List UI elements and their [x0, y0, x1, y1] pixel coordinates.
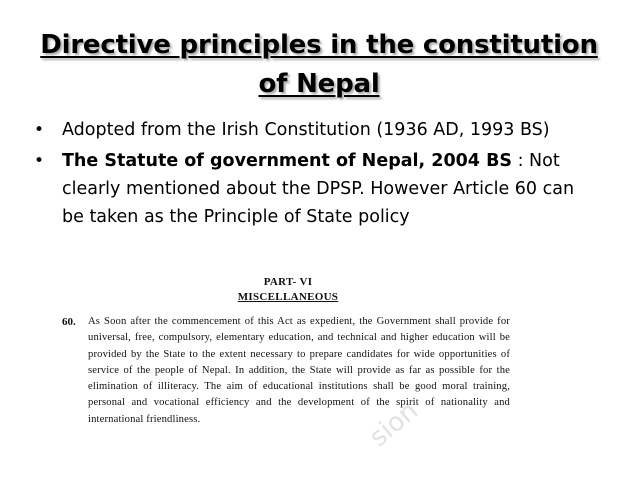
- watermark-text: sion: [364, 395, 425, 453]
- document-part-label: PART- VI: [263, 276, 313, 288]
- slide-title: [20, 26, 618, 104]
- slide-title-line2: of Nepal: [258, 69, 380, 99]
- document-heading: MISCELLANEOUS: [237, 291, 339, 303]
- bullet-text: : Not clearly mentioned about the DPSP. However Article 60 can be taken as the Principle of State policy: [62, 151, 575, 227]
- bullet-item-irish-constitution: [34, 116, 594, 144]
- bullet-text: Adopted from the Irish Constitution (1936 AD, 1993 BS): [62, 120, 550, 140]
- article-text: As Soon after the commencement of this Act as expedient, the Government shall provide for universal, free, compulsory, elementary education, and technical and higher education will be provided by the State to the extent necessary to prepare candidates for wide opportunities of service of the people of Nepal. In addition, the State will provide as far as possible for the elimination of illiteracy. The aim of educational institutions shall be good moral training, personal and vocational efficiency and the development of the spirit of nationality and international friendliness.: [88, 316, 510, 425]
- bullet-icon: •: [34, 120, 45, 140]
- slide-title-line1: Directive principles in the constitution: [40, 30, 598, 60]
- article-number: 60.: [62, 316, 76, 328]
- bullet-strong-text: The Statute of government of Nepal, 2004 BS: [62, 151, 513, 171]
- bullet-item-statute-2004: [34, 147, 594, 231]
- scanned-document-excerpt: [62, 276, 514, 456]
- bullet-icon: •: [34, 151, 45, 171]
- bullet-list: [34, 116, 594, 234]
